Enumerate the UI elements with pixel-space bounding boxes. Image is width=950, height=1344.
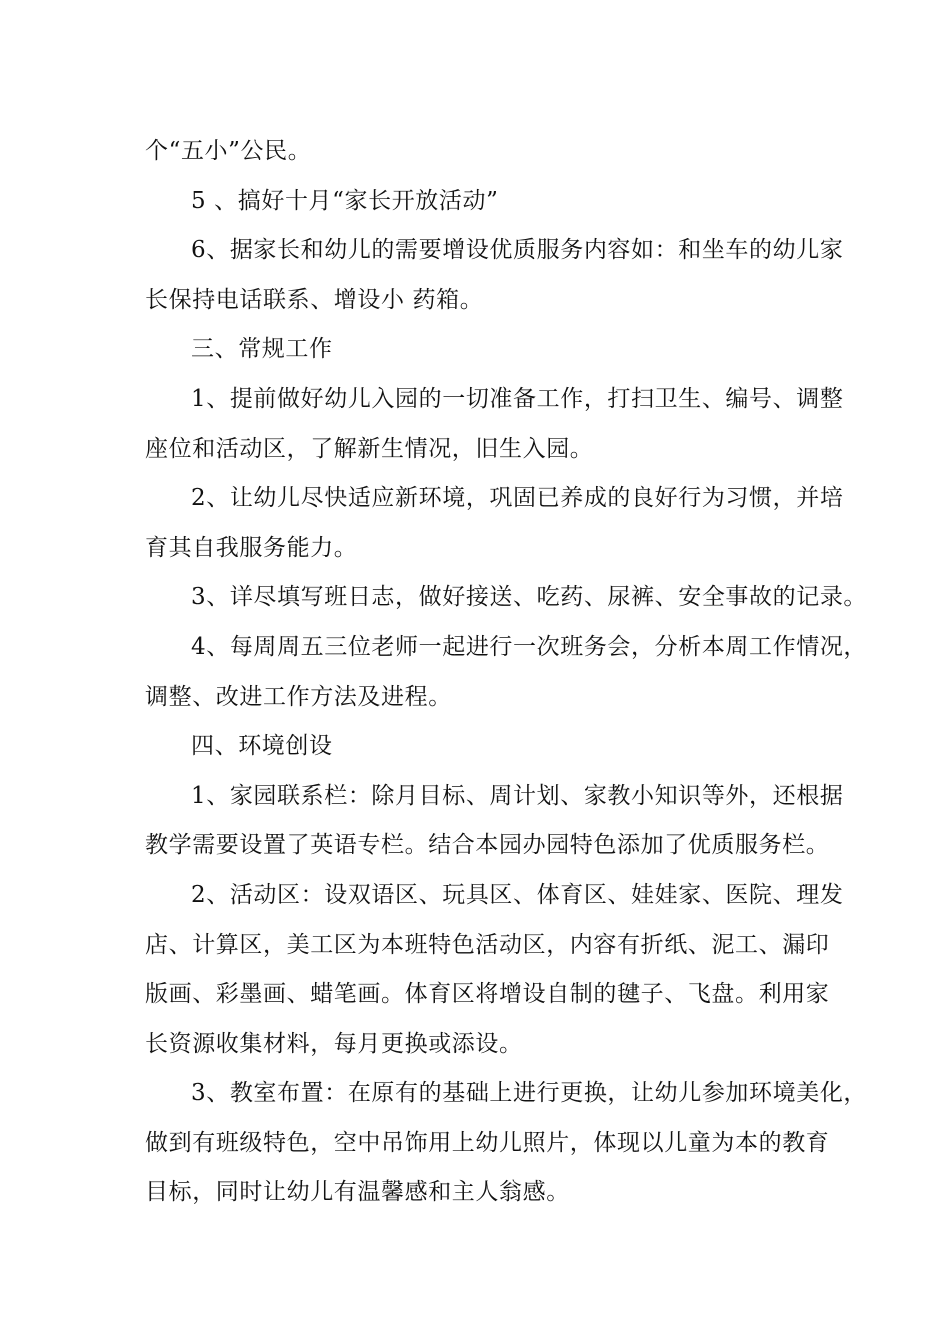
- text-line: 版画、彩墨画、蜡笔画。体育区将增设自制的毽子、飞盘。利用家: [145, 981, 830, 1008]
- section-heading: 三、常规工作: [191, 336, 333, 363]
- document-body: [145, 127, 868, 1218]
- text-line: 目标，同时让幼儿有温馨感和主人翁感。: [145, 1179, 570, 1206]
- text-line: 教学需要设置了英语专栏。结合本园办园特色添加了优质服务栏。: [145, 832, 830, 859]
- text-line: 3、详尽填写班日志，做好接送、吃药、尿裤、安全事故的记录。: [191, 584, 868, 611]
- text-line: 6、据家长和幼儿的需要增设优质服务内容如：和坐车的幼儿家: [191, 237, 844, 264]
- text-line: 3、教室布置：在原有的基础上进行更换，让幼儿参加环境美化，: [191, 1080, 868, 1107]
- section-heading: 四、环境创设: [191, 733, 333, 760]
- text-line: 2、让幼儿尽快适应新环境，巩固已养成的良好行为习惯，并培: [191, 485, 844, 512]
- text-line: 座位和活动区，了解新生情况，旧生入园。: [145, 435, 594, 462]
- text-line: 育其自我服务能力。: [145, 534, 358, 561]
- text-line: 调整、改进工作方法及进程。: [145, 683, 452, 710]
- text-line: 4、每周周五三位老师一起进行一次班务会，分析本周工作情况，: [191, 633, 868, 660]
- text-line: 做到有班级特色，空中吊饰用上幼儿照片，体现以儿童为本的教育: [145, 1129, 830, 1156]
- text-line: 2、活动区：设双语区、玩具区、体育区、娃娃家、医院、理发: [191, 881, 844, 908]
- text-line: 1、提前做好幼儿入园的一切准备工作，打扫卫生、编号、调整: [191, 385, 844, 412]
- text-line: 5 、搞好十月“家长开放活动”: [191, 187, 499, 214]
- text-line: 长保持电话联系、增设小 药箱。: [145, 286, 484, 313]
- text-line: 长资源收集材料，每月更换或添设。: [145, 1030, 523, 1057]
- text-line: 个“五小”公民。: [145, 138, 312, 164]
- text-line: 店、计算区，美工区为本班特色活动区，内容有折纸、泥工、漏印: [145, 931, 830, 958]
- text-line: 1、家园联系栏：除月目标、周计划、家教小知识等外，还根据: [191, 782, 844, 809]
